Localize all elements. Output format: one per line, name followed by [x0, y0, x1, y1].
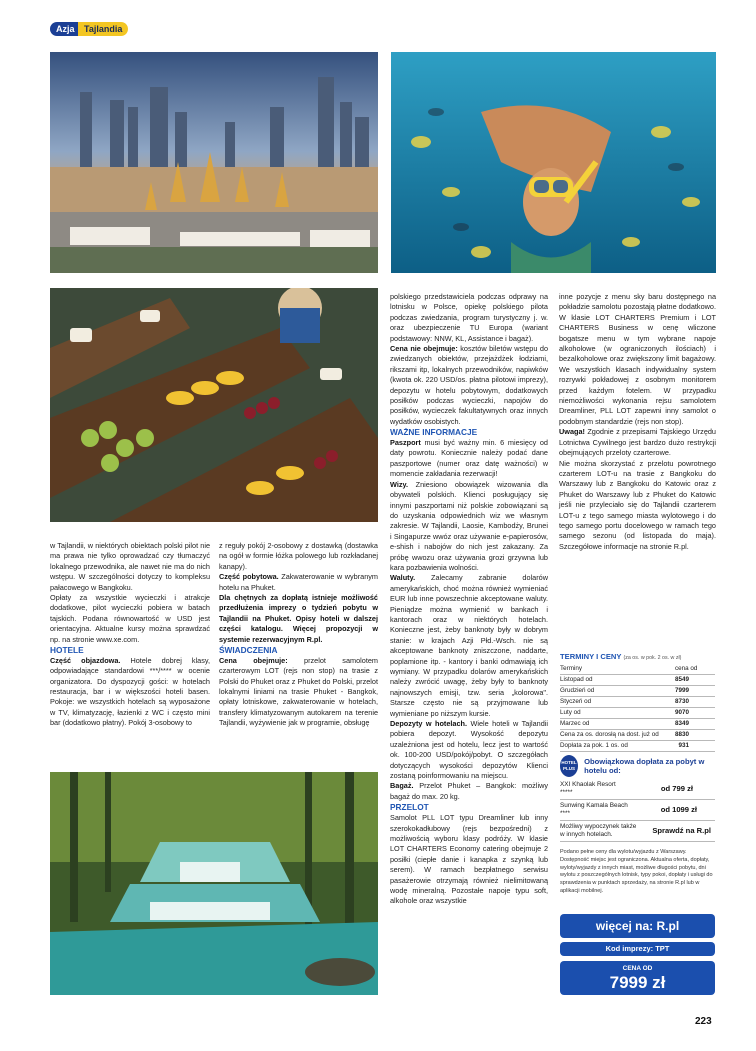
col2-para-1: z reguły pokój 2-osobowy z dostawką (dostawka na ogół w formie łóżka polowego lub rozkładanej kanapy). — [219, 541, 378, 571]
col4-uwaga — [559, 427, 716, 458]
wazne-informacje-heading: WAŻNE INFORMACJE — [390, 427, 478, 438]
price-row-value: 8549 — [675, 676, 690, 683]
tour-code-label: Kod imprezy: TPT — [560, 942, 715, 956]
supplement-title: Obowiązkowa dopłata za pobyt w hotelu od: — [584, 757, 705, 775]
price-row-label: Marzec od — [560, 720, 590, 727]
extra-row-value: 931 — [678, 742, 689, 749]
col3-depozyty — [390, 719, 548, 781]
depozyty-label: Depozyty w hotelach. — [390, 719, 468, 729]
extra-row-label: Cena za os. dorosłą na dost. już od — [560, 731, 659, 738]
price-row — [560, 719, 715, 730]
bagaz-text: Przelot Phuket – Bangkok: możliwy bagaż do max. 20 kg. — [390, 781, 548, 801]
col3-przelot: Samolot PLL LOT typu Dreamliner lub inny szerokokadłubowy (rejs bezpośredni) z możliwością wyboru klasy podróży. W klasie LOT CHARTERS Economy catering obejmuje 2 posiłki (ciepłe danie i kanapka z szynką lub serem). W ramach bezpłatnego serwisu pasażerowie otrzymają również nielimitowaną wodę mineralną. Pozostałe napoje typu soft, alkohole oraz wszystkie — [390, 813, 548, 906]
other-hotels-label: Możliwy wypoczynek także w innych hotelach. — [560, 823, 637, 838]
country-tag: Tajlandia — [78, 22, 128, 36]
hotel-row — [560, 779, 715, 800]
price-row-value: 7999 — [675, 687, 690, 694]
hotel-stars: **** — [560, 810, 570, 817]
col4-para-3: Nie można skorzystać z przelotu powrotnego czarterem LOT-u na trasie z Bangkoku do Warszawy lub z Bangkoku do Katowic oraz z Phuket do Warszawy lub z Phuket do Katowic jeśli nie przyleciało się do Tajlandii czarterem LOT-u z tego samego miasta wylotowego i do tego samego portu docelowego w ramach tego samego sezonu (od listopada do maja). Szczegółowe informacje na stronie R.pl. — [559, 458, 716, 551]
extension-info: Dla chętnych za dopłatą istnieje możliwość przedłużenia imprezy o tydzień pobytu w Tajlandii na Phuket. Opisy hoteli w dalszej części katalogu. Więcej propozycji w systemie rezerwacyjnym R.pl. — [219, 593, 378, 644]
text-column-2 — [219, 541, 378, 729]
col3-waluty — [390, 573, 548, 719]
price-row-value: 8730 — [675, 698, 690, 705]
cena-obejmuje-label: Cena obejmuje: — [219, 655, 288, 665]
price-row-value: 9070 — [675, 709, 690, 716]
hotel-stars: ***** — [560, 789, 573, 796]
extra-row-value: 8830 — [674, 731, 689, 738]
col2-bold-para — [219, 593, 378, 645]
paszport-text: musi być ważny min. 6 miesięcy od daty powrotu. Koniecznie należy podać dane paszportowe (numer oraz datę ważności) w momencie zakładania rezerwacji! — [390, 438, 548, 479]
price-from-label: CENA OD — [622, 965, 653, 972]
col3-para-1: polskiego przedstawiciela podczas odprawy na lotnisku w Polsce, opiekę polskiego pilota podczas zwiedzania, program turystyczny j. w. oraz ubezpieczenie TU Europa (wariant podstawowy: NNW, KL, Assistance i bagaż). — [390, 292, 548, 343]
col3-wizy — [390, 480, 548, 574]
uwaga-label: Uwaga! — [559, 427, 585, 437]
extra-price-row — [560, 741, 715, 752]
col3-para-2 — [390, 344, 548, 427]
col1-para-3 — [50, 656, 210, 729]
supplement-header — [560, 753, 715, 779]
cena-nie-obejmuje-label: Cena nie obejmuje: — [390, 344, 458, 354]
col3-bagaz — [390, 781, 548, 802]
waterfall-photo — [50, 772, 378, 995]
fine-print-note: Podano pełne ceny dla wylotu/wyjazdu z Warszawy. Dostępność miejsc jest ograniczona. Aktualna oferta, dopłaty, wyloty/wyjazdy z innych miast, możliwe długości pobytu, dni wylotu z poszczególnych lotnisk, typy pokoi, dopłaty i usługi do sprawdzenia w punktach sprzedaży, na stronie R.pl lub w aplikacji mobilnej. — [560, 849, 713, 894]
hotel-supplement — [560, 753, 715, 842]
text-column-3 — [390, 292, 548, 907]
wizy-text: Zniesiono obowiązek wizowania dla obywateli polskich. Klienci posługujący się innymi paszportami niż polskie zobowiązani są do uzyskania odpowiednich wiz we własnym zakresie. W Tajlandii, Laosie, Kambodży, Brunei i Singapurze wwóz oraz używanie e-papierosów, e-shish i nabojów do nich jest zakazany. Za próbę wwozu oraz używania grozi grzywna lub kara pozbawienia wolności. — [390, 479, 548, 572]
depozyty-text: Wiele hoteli w Tajlandii pobiera depozyt. Wysokość depozytu uzależniona jest od hotelu, lecz jest to wartość ok. 100-200 USD/pokój/pobyt. O szczegółach dotyczących wysokości depozytów Klienci zostaną poinformowaniu na miejscu. — [390, 719, 548, 781]
other-hotels-row — [560, 821, 715, 842]
hotele-heading: HOTELE — [50, 645, 84, 656]
czesc-objazdowa-text: Hotele dobrej klasy, odpowiadające standardowi ***/**** w ocenie organizatora. Do dyspozycji gości: w hotelach restauracja, bar i w większości hoteli basen. Pokoje: we wszystkich hotelach są wyposażone w TV, klimatyzację, łazienki z WC i często mini bar (dodatkowo płatny). Pokój 3-osobowy to — [50, 655, 210, 728]
market-photo — [50, 288, 378, 522]
hotel-price: od 1099 zł — [660, 805, 697, 814]
bagaz-label: Bagaż. — [390, 781, 414, 791]
text-column-4 — [559, 292, 716, 552]
price-table-title — [560, 651, 715, 664]
price-subtitle: (za os. w pok. 2 os. w zł) — [623, 655, 682, 661]
waluty-label: Waluty. — [390, 573, 416, 583]
paszport-label: Paszport — [390, 438, 421, 448]
col2-para-2 — [219, 572, 378, 593]
price-row-value: 8349 — [675, 720, 690, 727]
price-from-value: 7999 zł — [609, 973, 666, 992]
price-row — [560, 686, 715, 697]
hotel-plus-badge: HOTEL PLUS — [560, 755, 578, 777]
czesc-objazdowa-label: Część objazdowa. — [50, 655, 121, 665]
page-number: 223 — [695, 1016, 712, 1027]
price-row-label: Styczeń od — [560, 698, 592, 705]
price-row — [560, 675, 715, 686]
extra-row-label: Dopłata za pok. 1 os. od — [560, 742, 628, 749]
swiadczenia-heading: ŚWIADCZENIA — [219, 645, 278, 656]
bangkok-photo — [50, 52, 378, 273]
extra-price-row — [560, 730, 715, 741]
price-row-label: Grudzień od — [560, 687, 595, 694]
text-column-1 — [50, 541, 210, 729]
hotel-name: Sunwing Kamala Beach — [560, 802, 628, 809]
price-header: cena od — [675, 665, 698, 672]
terms-header: Terminy — [560, 665, 583, 672]
price-row-label: Listopad od — [560, 676, 593, 683]
col1-para-2: Opłaty za wszystkie wycieczki i atrakcje dodatkowe, pilot wycieczki pobiera w batach tajskich. Podana równowartość w USD jest orientacyjna. Aktualne kursy można sprawdzać np. na stronie www.xe.com. — [50, 593, 210, 644]
czesc-pobytowa-label: Część pobytowa. — [219, 572, 279, 582]
col1-para-1: w Tajlandii, w niektórych obiektach polski pilot nie ma prawa nie tylko oprowadzać czy tłumaczyć lokalnego przewodnika, ale nawet nie ma do nich wstępu. W szczególności dotyczy to kompleksu pałacowego w Bangkoku. — [50, 541, 210, 592]
price-title-text: TERMINY I CENY — [560, 652, 622, 661]
uwaga-text: Zgodnie z przepisami Tajskiego Urzędu Lotnictwa Cywilnego jest bardzo dużo restrykcji obejmujących przeloty czarterowe. — [559, 427, 716, 458]
hotel-row — [560, 800, 715, 821]
col4-para-1: inne pozycje z menu sky baru dostępnego na pokładzie samolotu pozostają płatne dodatkowo. W klasie LOT CHARTERS Premium i LOT CHARTERS Business w cenę wliczone bogatsze menu w tym wybrane napoje alkoholowe (w ograniczonych ilościach) i bezalkoholowe oraz zwiększony limit bagażowy. We wszystkich klasach indywidualny system rozrywki pokładowej z osobnym monitorem przed każdym fotelem. W przypadku niemożliwości wykonania rejsu samolotem Dreamliner, PLL LOT zapewni inny samolot o podobnym standardzie (rejs non stop). — [559, 292, 716, 426]
price-row-label: Luty od — [560, 709, 581, 716]
czesc-pobytowa-text: Zakwaterowanie w wybranym hotelu na Phuket. — [219, 572, 378, 592]
przelot-heading: PRZELOT — [390, 802, 429, 813]
price-box — [560, 961, 715, 995]
wizy-label: Wizy. — [390, 479, 409, 489]
other-hotels-link[interactable]: Sprawdź na R.pl — [652, 826, 711, 835]
cena-obejmuje-text: przelot samolotem czarterowym LOT (rejs non stop) na trasie z Polski do Phuket oraz z Phuket do Polski, przelot lokalnymi liniami na trasie Phuket - Bangkok, opłaty lotniskowe, zakwaterowanie w hotelach, transfery klimatyzowanym autokarem na terenie Tajlandii, wyżywienie jak w programie, obsługę — [219, 655, 378, 728]
cena-nie-obejmuje-text: kosztów biletów wstępu do zwiedzanych obiektów, przejażdżek łodziami, rikszami itp, lokalnych przewodników, napiwków (kwota ok. 220 USD/os. płatna pilotowi imprezy), depozytu w hotelu pobytowym, dodatkowych posiłków podczas wycieczki, napojów do posiłków, wycieczek fakultatywnych oraz innych wydatków osobistych. — [390, 344, 548, 426]
more-info-button[interactable]: więcej na: R.pl — [560, 914, 715, 938]
waluty-text: Zalecamy zabranie dolarów amerykańskich, choć można również wymieniać EUR lub inne powszechnie akceptowane waluty. Pieniądze można wymienić w bankach i kantorach oraz w niektórych hotelach. Konieczne jest, żeby banknoty były w dobrym stanie: w krajach Azji Płd.-Wsch. nie są akceptowane banknoty zniszczone, naddarte, poplamione itp. - kantory i banki odmawiają ich wymiany. W przypadku dolarów amerykańskich należy zwrócić uwagę, żeby były to banknoty najnowszych emisji, tzw. seria „kolorowa". Starsze często nie są przyjmowane lub wymieniane po niższym kursie. — [390, 573, 548, 718]
col3-paszport — [390, 438, 548, 480]
hotel-name: XXI Khaolak Resort — [560, 781, 616, 788]
price-table — [560, 651, 715, 752]
col2-para-4 — [219, 656, 378, 729]
region-tag: Azja — [50, 22, 81, 36]
hotel-price: od 799 zł — [660, 784, 693, 793]
price-header-row — [560, 664, 715, 675]
price-row — [560, 697, 715, 708]
price-row — [560, 708, 715, 719]
snorkel-photo — [391, 52, 716, 273]
